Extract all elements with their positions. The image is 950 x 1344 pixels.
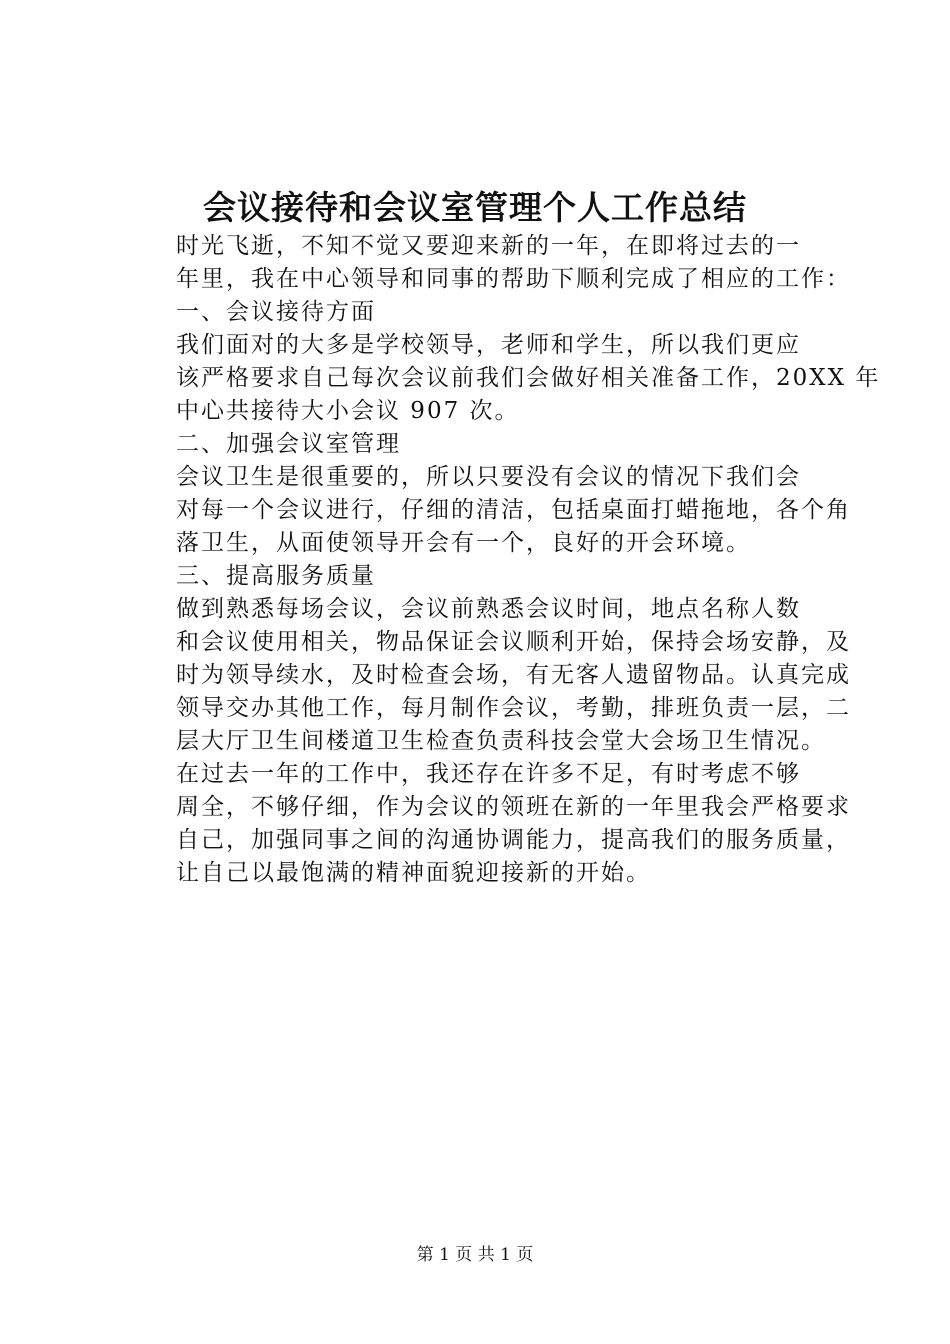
text-line: 周全，不够仔细，作为会议的领班在新的一年里我会严格要求 [176, 794, 851, 820]
paragraph-service-quality [126, 593, 851, 758]
section-heading-service-quality [126, 560, 832, 593]
text-line: 对每一个会议进行，仔细的清洁，包括桌面打蜡拖地，各个角 [176, 497, 851, 523]
text-line: 在过去一年的工作中，我还存在许多不足，有时考虑不够 [176, 761, 801, 787]
paragraph-reception [126, 329, 881, 428]
page-number-footer: 第 1 页 共 1 页 [416, 1245, 534, 1265]
text-line: 年里，我在中心领导和同事的帮助下顺利完成了相应的工作： [176, 266, 851, 292]
text-line: 三、提高服务质量 [176, 563, 376, 589]
text-line: 时光飞逝，不知不觉又要迎来新的一年，在即将过去的一 [176, 233, 801, 259]
text-line: 二、加强会议室管理 [176, 431, 401, 457]
document-body [126, 230, 881, 890]
section-heading-reception [126, 296, 832, 329]
text-line: 落卫生，从面使领导开会有一个，良好的开会环境。 [176, 530, 751, 556]
text-line: 领导交办其他工作，每月制作会议，考勤，排班负责一层，二 [176, 695, 851, 721]
text-line: 层大厅卫生间楼道卫生检查负责科技会堂大会场卫生情况。 [176, 728, 826, 754]
paragraph-room-management [126, 461, 851, 560]
text-line: 中心共接待大小会议 907 次。 [176, 398, 520, 424]
text-line: 会议卫生是很重要的，所以只要没有会议的情况下我们会 [176, 464, 801, 490]
text-line: 一、会议接待方面 [176, 299, 376, 325]
paragraph-conclusion [126, 758, 851, 890]
section-heading-room-management [126, 428, 832, 461]
text-line: 让自己以最饱满的精神面貌迎接新的开始。 [176, 860, 651, 886]
document-title: 会议接待和会议室管理个人工作总结 [203, 188, 747, 227]
text-line: 自己，加强同事之间的沟通协调能力，提高我们的服务质量， [176, 827, 851, 853]
paragraph-intro [126, 230, 851, 296]
text-line: 我们面对的大多是学校领导，老师和学生，所以我们更应 [176, 332, 801, 358]
text-line: 时为领导续水，及时检查会场，有无客人遗留物品。认真完成 [176, 662, 851, 688]
text-line: 和会议使用相关，物品保证会议顺利开始，保持会场安静，及 [176, 629, 851, 655]
text-line: 该严格要求自己每次会议前我们会做好相关准备工作，20XX 年 [176, 365, 881, 391]
text-line: 做到熟悉每场会议，会议前熟悉会议时间，地点名称人数 [176, 596, 801, 622]
